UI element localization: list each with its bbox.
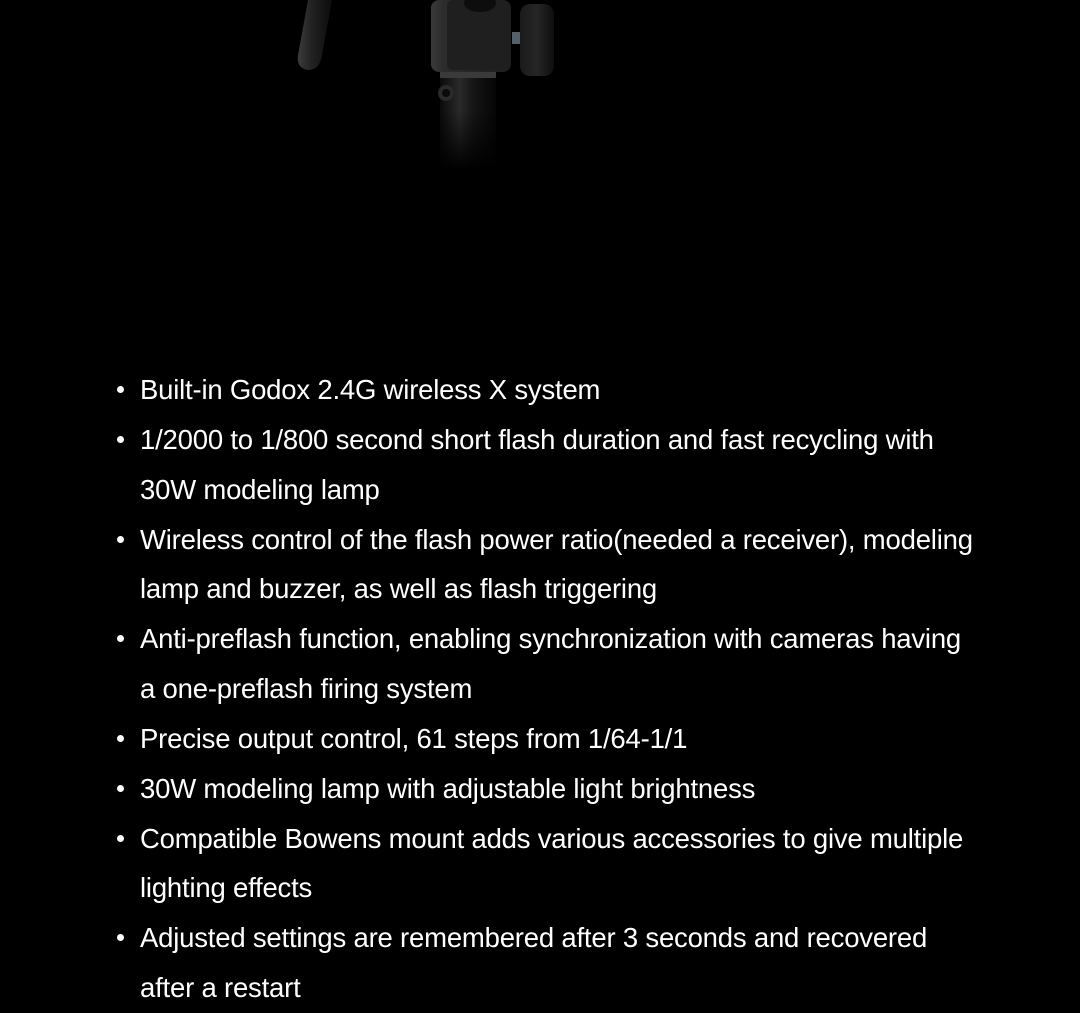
light-stand-bracket-illustration [0, 0, 1080, 340]
feature-text: Adjusted settings are remembered after 3 seconds and recovered after a restart [140, 922, 928, 1003]
bullet-icon [117, 785, 124, 792]
bullet-icon [117, 934, 124, 941]
feature-item [115, 764, 975, 814]
feature-item [115, 415, 975, 514]
feature-item [115, 365, 975, 415]
feature-text: Anti-preflash function, enabling synchronization with cameras having a one-preflash firing system [140, 623, 962, 704]
bullet-icon [117, 386, 124, 393]
feature-item [115, 714, 975, 764]
bullet-icon [117, 436, 124, 443]
feature-text: Built-in Godox 2.4G wireless X system [140, 374, 601, 405]
bullet-icon [117, 635, 124, 642]
feature-item [115, 814, 975, 913]
bullet-icon [117, 735, 124, 742]
feature-item [115, 614, 975, 713]
bullet-icon [117, 835, 124, 842]
bullet-icon [117, 536, 124, 543]
feature-text: Compatible Bowens mount adds various accessories to give multiple lighting effects [140, 822, 964, 903]
feature-text: 30W modeling lamp with adjustable light brightness [140, 772, 756, 804]
product-image [0, 0, 1080, 340]
feature-list [115, 365, 975, 1013]
feature-text: Precise output control, 61 steps from 1/64-1/1 [140, 722, 688, 754]
feature-item [115, 913, 975, 1012]
feature-item [115, 515, 975, 614]
feature-text: Wireless control of the flash power ratio(needed a receiver), modeling lamp and buzzer, as well as flash triggering [140, 523, 973, 604]
feature-text: 1/2000 to 1/800 second short flash duration and fast recycling with 30W modeling lamp [140, 424, 934, 505]
